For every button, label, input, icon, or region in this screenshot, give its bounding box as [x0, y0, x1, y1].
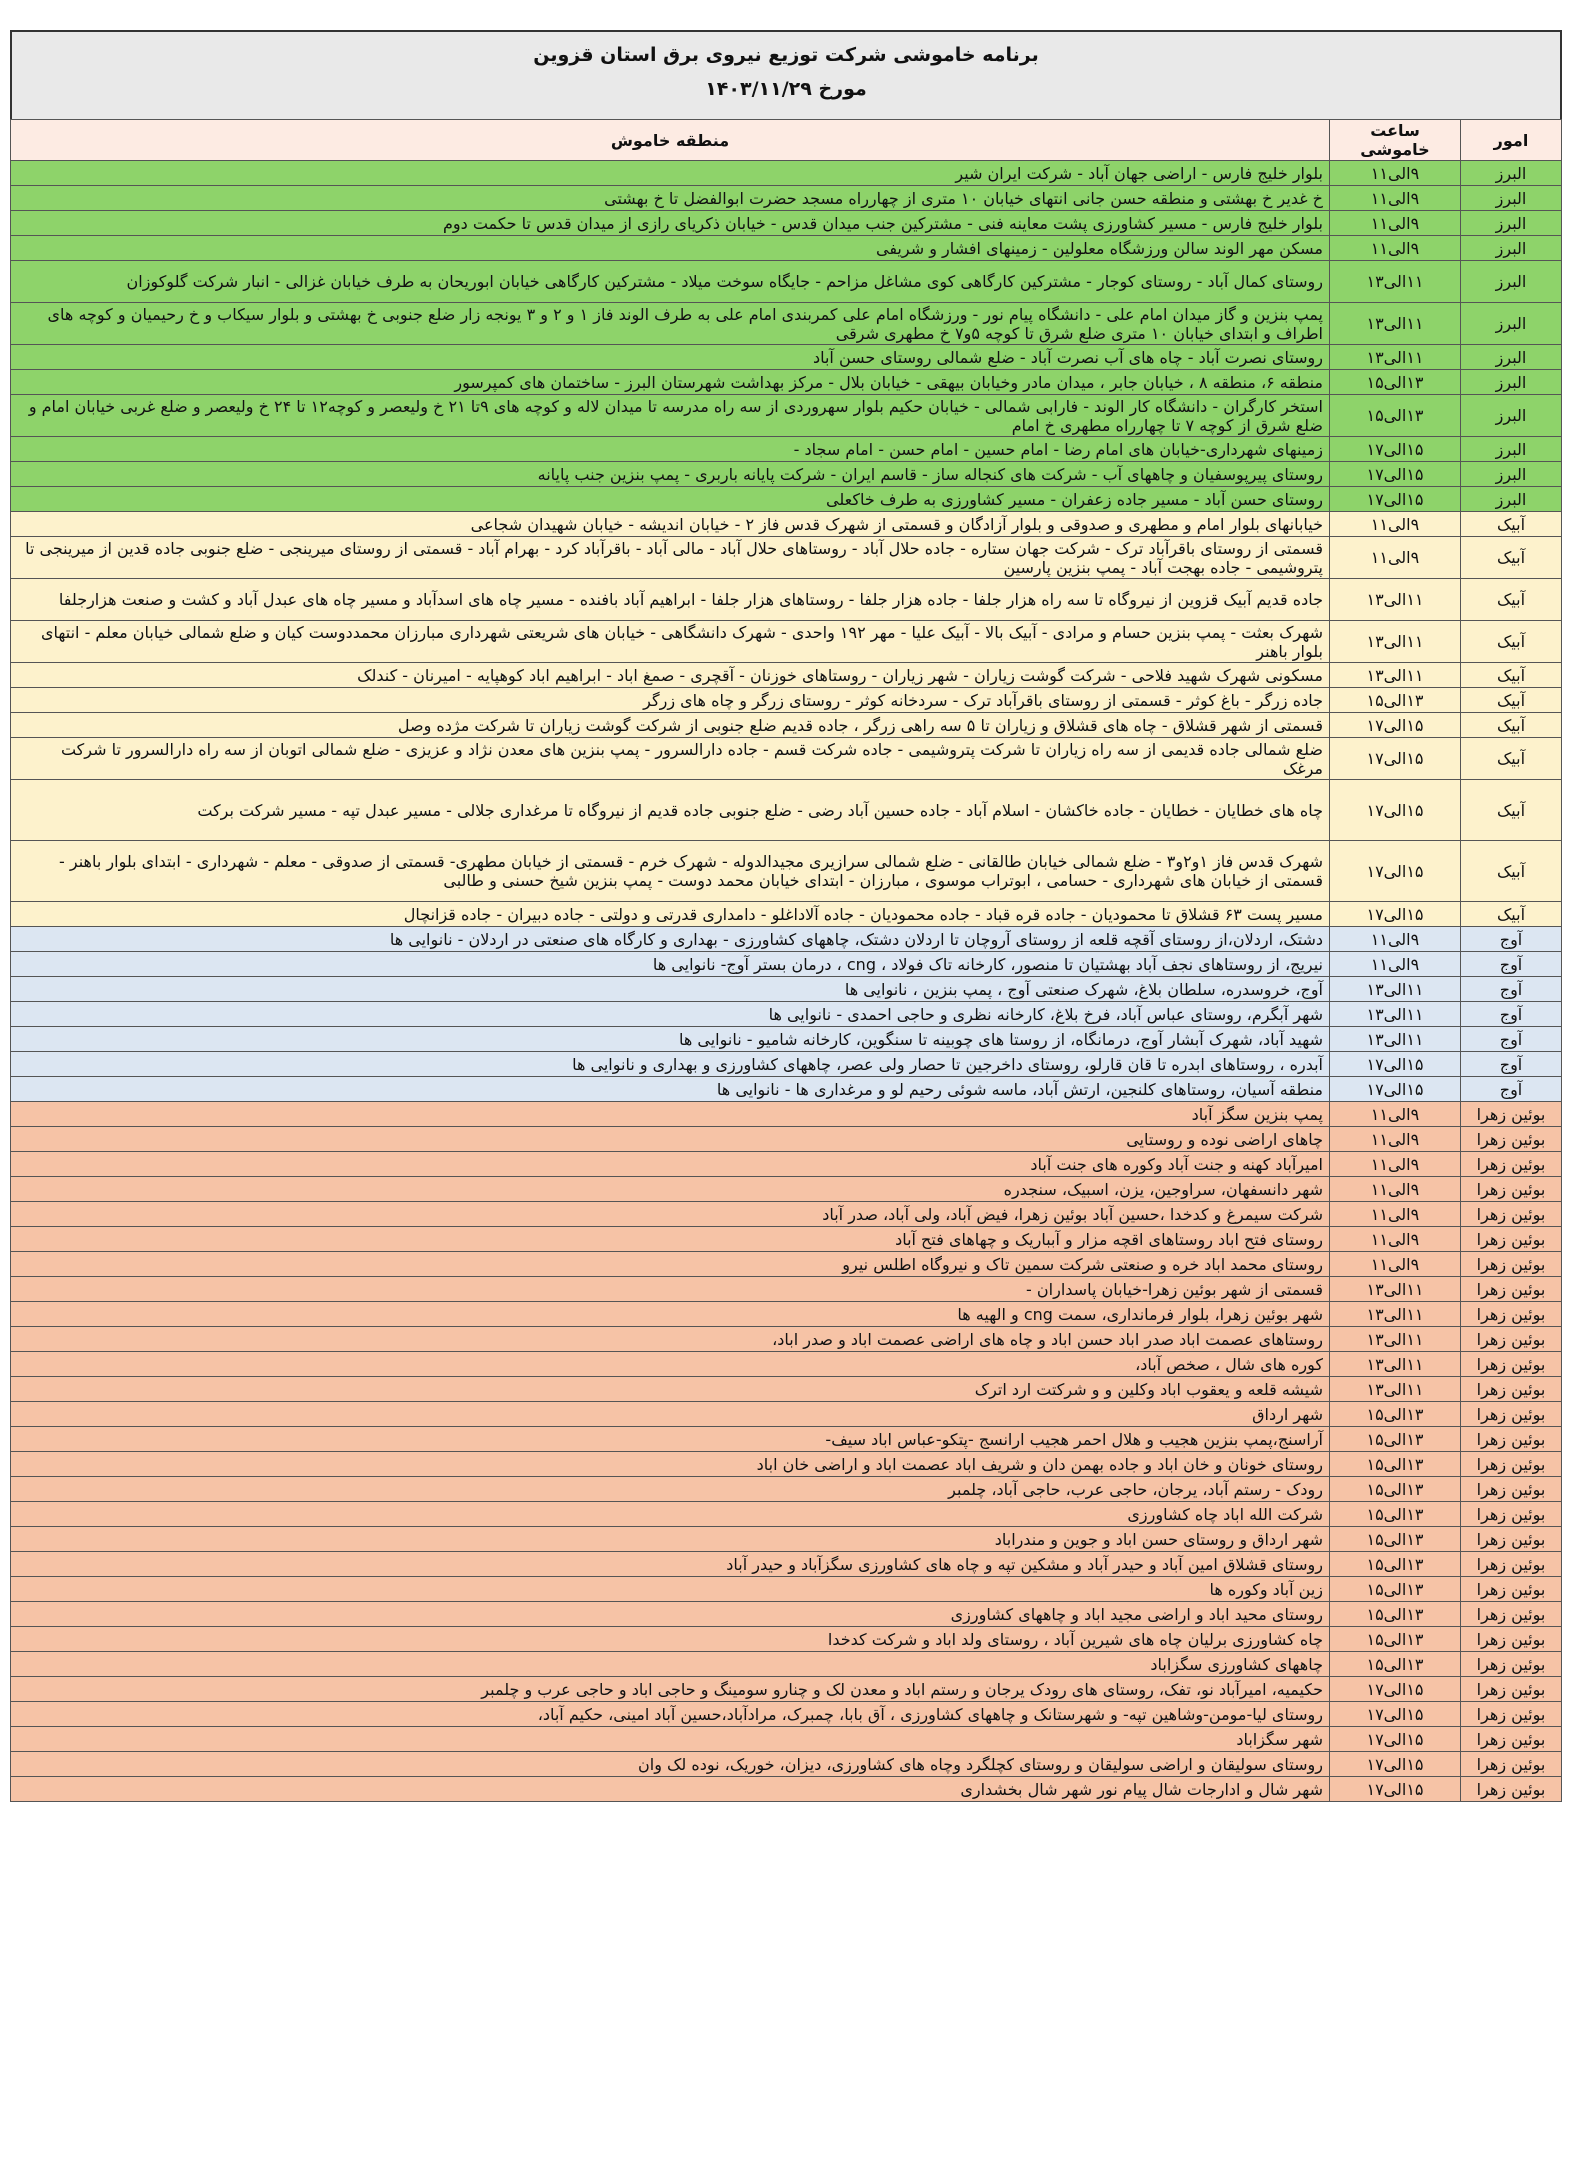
cell-time: ۱۱الی۱۳	[1330, 303, 1461, 345]
table-row	[11, 1302, 1562, 1327]
cell-omur: بوئین زهرا	[1461, 1352, 1562, 1377]
cell-time: ۱۵الی۱۷	[1330, 437, 1461, 462]
cell-omur: آبیک	[1461, 841, 1562, 902]
cell-omur: بوئین زهرا	[1461, 1202, 1562, 1227]
table-row	[11, 437, 1562, 462]
cell-omur: البرز	[1461, 345, 1562, 370]
cell-omur: بوئین زهرا	[1461, 1577, 1562, 1602]
cell-time: ۱۵الی۱۷	[1330, 487, 1461, 512]
cell-omur: بوئین زهرا	[1461, 1427, 1562, 1452]
cell-area: شهر شال و ادارجات شال پیام نور شهر شال بخشداری	[11, 1777, 1330, 1802]
cell-area: امیرآباد کهنه و جنت آباد وکوره های جنت آباد	[11, 1152, 1330, 1177]
cell-time: ۹الی۱۱	[1330, 1102, 1461, 1127]
cell-area: منطقه آسیان، روستاهای کلنجین، ارتش آباد، ماسه شوئی رحیم لو و مرغداری ها - نانوایی ها	[11, 1077, 1330, 1102]
cell-omur: آبیک	[1461, 738, 1562, 780]
cell-area: خیابانهای بلوار امام و مطهری و صدوقی و بلوار آزادگان و قسمتی از شهرک قدس فاز ۲ - خیابان اندیشه - خیابان شهیدان شجاعی	[11, 512, 1330, 537]
table-row	[11, 663, 1562, 688]
table-row	[11, 1702, 1562, 1727]
cell-time: ۱۵الی۱۷	[1330, 738, 1461, 780]
cell-time: ۹الی۱۱	[1330, 161, 1461, 186]
table-row	[11, 261, 1562, 303]
cell-area: روستای نصرت آباد - چاه های آب نصرت آباد - ضلع شمالی روستای حسن آباد	[11, 345, 1330, 370]
cell-area: چاه کشاورزی برلیان چاه های شیرین آباد ، روستای ولد اباد و شرکت کدخدا	[11, 1627, 1330, 1652]
cell-omur: بوئین زهرا	[1461, 1677, 1562, 1702]
cell-time: ۱۱الی۱۳	[1330, 579, 1461, 621]
cell-time: ۱۳الی۱۵	[1330, 1577, 1461, 1602]
document-date: مورخ ۱۴۰۳/۱۱/۲۹	[705, 78, 867, 100]
cell-time: ۹الی۱۱	[1330, 1152, 1461, 1177]
column-header-omur: امور	[1461, 120, 1562, 161]
cell-area: زمینهای شهرداری-خیابان های امام رضا - امام حسین - امام حسن - امام سجاد -	[11, 437, 1330, 462]
cell-area: قسمتی از شهر بوئین زهرا-خیابان پاسداران -	[11, 1277, 1330, 1302]
table-row	[11, 1127, 1562, 1152]
cell-time: ۱۵الی۱۷	[1330, 841, 1461, 902]
cell-omur: بوئین زهرا	[1461, 1702, 1562, 1727]
cell-area: شهر ارداق و روستای حسن اباد و جوین و مندراباد	[11, 1527, 1330, 1552]
table-row	[11, 1102, 1562, 1127]
cell-omur: بوئین زهرا	[1461, 1552, 1562, 1577]
cell-area: روستاهای عصمت اباد صدر اباد حسن اباد و چاه های اراضی عصمت اباد و صدر اباد،	[11, 1327, 1330, 1352]
table-row	[11, 1677, 1562, 1702]
cell-time: ۱۱الی۱۳	[1330, 977, 1461, 1002]
cell-omur: بوئین زهرا	[1461, 1152, 1562, 1177]
cell-time: ۱۱الی۱۳	[1330, 345, 1461, 370]
table-row	[11, 395, 1562, 437]
table-row	[11, 1577, 1562, 1602]
cell-time: ۱۱الی۱۳	[1330, 621, 1461, 663]
cell-area: مسکونی شهرک شهید فلاحی - شرکت گوشت زیاران - شهر زیاران - روستاهای خوزنان - آقچری - صمغ اباد - ابراهیم اباد کوهپایه - امیرنان - کندلک	[11, 663, 1330, 688]
cell-area: روستای پیرپوسفیان و چاههای آب - شرکت های کنجاله ساز - قاسم ایران - شرکت پایانه باربری - پمپ بنزین جنب پایانه	[11, 462, 1330, 487]
cell-area: بلوار خلیج فارس - اراضی جهان آباد - شرکت ایران شیر	[11, 161, 1330, 186]
table-row	[11, 1452, 1562, 1477]
table-row	[11, 621, 1562, 663]
cell-omur: بوئین زهرا	[1461, 1327, 1562, 1352]
cell-time: ۱۳الی۱۵	[1330, 1652, 1461, 1677]
cell-omur: بوئین زهرا	[1461, 1102, 1562, 1127]
cell-time: ۱۳الی۱۵	[1330, 1552, 1461, 1577]
document-header	[10, 30, 1562, 119]
cell-time: ۱۳الی۱۵	[1330, 370, 1461, 395]
cell-time: ۹الی۱۱	[1330, 512, 1461, 537]
cell-area: مسیر پست ۶۳ قشلاق تا محمودیان - جاده قره قباد - جاده محمودیان - جاده آلاداغلو - دامداری قدرتی و دولتی - جاده دبیران - جاده قزانچال	[11, 902, 1330, 927]
cell-area: کوره های شال ، صخص آباد،	[11, 1352, 1330, 1377]
cell-omur: آوج	[1461, 952, 1562, 977]
table-row	[11, 1502, 1562, 1527]
cell-time: ۱۳الی۱۵	[1330, 1427, 1461, 1452]
cell-area: شهر دانسفهان، سراوجین، یزن، اسبیک، سنجدره	[11, 1177, 1330, 1202]
cell-omur: بوئین زهرا	[1461, 1252, 1562, 1277]
cell-time: ۱۳الی۱۵	[1330, 1402, 1461, 1427]
cell-time: ۱۵الی۱۷	[1330, 1752, 1461, 1777]
outage-schedule	[10, 30, 1562, 1802]
table-row	[11, 1427, 1562, 1452]
table-row	[11, 1402, 1562, 1427]
cell-omur: آوج	[1461, 1077, 1562, 1102]
cell-time: ۹الی۱۱	[1330, 1227, 1461, 1252]
cell-area: خ غدیر خ بهشتی و منطقه حسن جانی انتهای خیابان ۱۰ متری از چهارراه مسجد حضرت ابوالفضل تا خ بهشتی	[11, 186, 1330, 211]
cell-area: جاده زرگر - باغ کوثر - قسمتی از روستای باقرآباد ترک - سردخانه کوثر - روستای زرگر و چاه های زرگر	[11, 688, 1330, 713]
table-row	[11, 161, 1562, 186]
cell-area: آبدره ، روستاهای ابدره تا قان قارلو، روستای داخرجین تا حصار ولی عصر، چاههای کشاورزی و بهداری و نانوایی ها	[11, 1052, 1330, 1077]
cell-time: ۱۵الی۱۷	[1330, 902, 1461, 927]
table-row	[11, 952, 1562, 977]
cell-omur: آبیک	[1461, 902, 1562, 927]
table-row	[11, 1327, 1562, 1352]
table-row	[11, 1227, 1562, 1252]
cell-omur: بوئین زهرا	[1461, 1402, 1562, 1427]
table-row	[11, 841, 1562, 902]
cell-omur: البرز	[1461, 211, 1562, 236]
document-title: برنامه خاموشی شرکت توزیع نیروی برق استان قزوین	[533, 44, 1039, 66]
table-row	[11, 713, 1562, 738]
cell-time: ۹الی۱۱	[1330, 1177, 1461, 1202]
table-row	[11, 512, 1562, 537]
cell-omur: بوئین زهرا	[1461, 1227, 1562, 1252]
cell-area: شهر آبگرم، روستای عباس آباد، فرخ بلاغ، کارخانه نظری و حاجی احمدی - نانوایی ها	[11, 1002, 1330, 1027]
cell-area: شیشه قلعه و یعقوب اباد وکلین و و شرکتت ارد اترک	[11, 1377, 1330, 1402]
cell-time: ۹الی۱۱	[1330, 236, 1461, 261]
cell-time: ۱۳الی۱۵	[1330, 1452, 1461, 1477]
table-row	[11, 345, 1562, 370]
table-row	[11, 1002, 1562, 1027]
table-row	[11, 1552, 1562, 1577]
table-row	[11, 303, 1562, 345]
table-row	[11, 1377, 1562, 1402]
table-row	[11, 1527, 1562, 1552]
cell-area: روستای قشلاق امین آباد و حیدر آباد و مشکین تپه و چاه های کشاورزی سگزآباد و حیدر آباد	[11, 1552, 1330, 1577]
table-row	[11, 1752, 1562, 1777]
cell-omur: آبیک	[1461, 621, 1562, 663]
cell-omur: آوج	[1461, 1002, 1562, 1027]
cell-omur: البرز	[1461, 487, 1562, 512]
column-header-area: منطقه خاموش	[11, 120, 1330, 161]
cell-area: پمپ بنزین و گاز میدان امام علی - دانشگاه پیام نور - ورزشگاه امام علی کمربندی امام علی به طرف الوند فاز ۱ و ۲ و ۳ یونجه زار ضلع جنوبی خ بهشتی و بلوار سیکاب و خ رحیمیان و کوچه های اطراف و ابتدای خیابان ۱۰ متری ضلع شرق تا کوچه ۵و۷ خ مطهری شرقی	[11, 303, 1330, 345]
table-row	[11, 186, 1562, 211]
cell-time: ۹الی۱۱	[1330, 1252, 1461, 1277]
cell-area: ضلع شمالی جاده قدیمی از سه راه زیاران تا شرکت پتروشیمی - جاده شرکت قسم - جاده دارالسرور - پمپ بنزین های معدن نژاد و عزیزی - ضلع شمالی اتوبان از سه راه دارالسرور تا شرکت مرغک	[11, 738, 1330, 780]
table-row	[11, 1052, 1562, 1077]
cell-omur: بوئین زهرا	[1461, 1302, 1562, 1327]
cell-time: ۱۱الی۱۳	[1330, 663, 1461, 688]
table-row	[11, 1152, 1562, 1177]
cell-omur: بوئین زهرا	[1461, 1177, 1562, 1202]
cell-omur: آبیک	[1461, 713, 1562, 738]
cell-omur: آبیک	[1461, 663, 1562, 688]
cell-time: ۹الی۱۱	[1330, 1202, 1461, 1227]
cell-time: ۹الی۱۱	[1330, 186, 1461, 211]
table-row	[11, 1477, 1562, 1502]
cell-area: حکیمیه، امیرآباد نو، تفک، روستای های رودک یرجان و رستم اباد و معدن لک و چنارو سومینگ و حاجی اباد و حاجی عرب و چلمبر	[11, 1677, 1330, 1702]
cell-omur: بوئین زهرا	[1461, 1277, 1562, 1302]
cell-area: آراسنج،پمپ بنزین هجیب و هلال احمر هجیب ارانسج -پتکو-عباس اباد سیف-	[11, 1427, 1330, 1452]
cell-omur: البرز	[1461, 303, 1562, 345]
cell-area: بلوار خلیج فارس - مسیر کشاورزی پشت معاینه فنی - مشترکین جنب میدان قدس - خیابان ذکریای رازی از میدان قدس تا حکمت دوم	[11, 211, 1330, 236]
cell-area: دشتک، اردلان،از روستای آقچه قلعه از روستای آروچان تا اردلان دشتک، چاههای کشاورزی - بهداری و کارگاه های صنعتی در اردلان - نانوایی ها	[11, 927, 1330, 952]
table-header-row	[11, 120, 1562, 161]
cell-time: ۱۱الی۱۳	[1330, 1302, 1461, 1327]
table-row	[11, 1252, 1562, 1277]
cell-area: شهر بوئین زهرا، بلوار فرمانداری، سمت cng و الهیه ها	[11, 1302, 1330, 1327]
cell-area: شهید آباد، شهرک آبشار آوج، درمانگاه، از روستا های چوبینه تا سنگوین، کارخانه شامیو - نانوایی ها	[11, 1027, 1330, 1052]
cell-area: روستای محید اباد و اراضی مجید اباد و چاههای کشاورزی	[11, 1602, 1330, 1627]
cell-time: ۱۵الی۱۷	[1330, 1677, 1461, 1702]
cell-omur: بوئین زهرا	[1461, 1652, 1562, 1677]
cell-time: ۱۳الی۱۵	[1330, 1477, 1461, 1502]
cell-time: ۱۳الی۱۵	[1330, 1527, 1461, 1552]
cell-area: روستای حسن آباد - مسیر جاده زعفران - مسیر کشاورزی به طرف خاکعلی	[11, 487, 1330, 512]
cell-area: شهر سگزاباد	[11, 1727, 1330, 1752]
cell-area: روستای کمال آباد - روستای کوجار - مشترکین کارگاهی کوی مشاغل مزاحم - جایگاه سوخت میلاد - مشترکین کارگاهی خیابان ابوریحان به طرف خیابان غزالی - انبار شرکت گلوکوزان	[11, 261, 1330, 303]
cell-area: چاهای اراضی نوده و روستایی	[11, 1127, 1330, 1152]
cell-area: روستای خونان و خان اباد و جاده بهمن دان و شریف اباد عصمت اباد و اراضی خان اباد	[11, 1452, 1330, 1477]
cell-time: ۹الی۱۱	[1330, 537, 1461, 579]
cell-area: چاه های خطایان - خطایان - جاده خاکشان - اسلام آباد - جاده حسین آباد رضی - ضلع جنوبی جاده قدیم از نیروگاه تا مرغداری جلالی - مسیر عبدل تپه - مسیر شرکت برکت	[11, 780, 1330, 841]
cell-omur: آوج	[1461, 1027, 1562, 1052]
table-row	[11, 902, 1562, 927]
cell-area: روستای سولیقان و اراضی سولیقان و روستای کچلگرد وچاه های کشاورزی، دیزان، خوریک، نوده لک وان	[11, 1752, 1330, 1777]
cell-time: ۱۳الی۱۵	[1330, 1602, 1461, 1627]
cell-time: ۱۵الی۱۷	[1330, 1077, 1461, 1102]
cell-omur: البرز	[1461, 161, 1562, 186]
cell-area: روستای فتح اباد روستاهای اقچه مزار و آبباریک و چهاهای فتح آباد	[11, 1227, 1330, 1252]
cell-omur: بوئین زهرا	[1461, 1127, 1562, 1152]
cell-time: ۱۵الی۱۷	[1330, 462, 1461, 487]
table-row	[11, 211, 1562, 236]
cell-area: مسکن مهر الوند سالن ورزشگاه معلولین - زمینهای افشار و شریفی	[11, 236, 1330, 261]
cell-time: ۱۱الی۱۳	[1330, 1277, 1461, 1302]
table-row	[11, 1652, 1562, 1677]
table-row	[11, 1277, 1562, 1302]
cell-omur: البرز	[1461, 236, 1562, 261]
table-row	[11, 462, 1562, 487]
table-row	[11, 977, 1562, 1002]
table-row	[11, 370, 1562, 395]
cell-time: ۱۳الی۱۵	[1330, 1502, 1461, 1527]
cell-omur: آبیک	[1461, 512, 1562, 537]
cell-omur: البرز	[1461, 437, 1562, 462]
cell-area: پمپ بنزین سگز آباد	[11, 1102, 1330, 1127]
cell-omur: بوئین زهرا	[1461, 1477, 1562, 1502]
schedule-table	[10, 119, 1562, 1802]
table-body	[11, 161, 1562, 1802]
cell-omur: بوئین زهرا	[1461, 1452, 1562, 1477]
cell-area: روستای لیا-مومن-وشاهین تپه- و شهرستانک و چاههای کشاورزی ، آق بابا، چمبرک، مرادآباد،حسین آباد امینی، حکیم آباد،	[11, 1702, 1330, 1727]
cell-time: ۱۱الی۱۳	[1330, 1377, 1461, 1402]
cell-omur: بوئین زهرا	[1461, 1602, 1562, 1627]
cell-omur: بوئین زهرا	[1461, 1727, 1562, 1752]
table-row	[11, 1352, 1562, 1377]
cell-time: ۱۵الی۱۷	[1330, 1727, 1461, 1752]
cell-area: قسمتی از روستای باقرآباد ترک - شرکت جهان ستاره - جاده حلال آباد - روستاهای حلال آباد - مالی آباد - باقرآباد کرد - بهرام آباد - قسمتی از روستای میرینجی - ضلع جنوبی جاده قدین از میرینجی تا پتروشیمی - جاده بهجت آباد - پمپ بنزین پارسین	[11, 537, 1330, 579]
cell-omur: بوئین زهرا	[1461, 1777, 1562, 1802]
cell-omur: بوئین زهرا	[1461, 1627, 1562, 1652]
table-row	[11, 738, 1562, 780]
cell-time: ۱۵الی۱۷	[1330, 1702, 1461, 1727]
cell-time: ۱۳الی۱۵	[1330, 688, 1461, 713]
cell-omur: بوئین زهرا	[1461, 1527, 1562, 1552]
cell-area: شرکت الله اباد چاه کشاورزی	[11, 1502, 1330, 1527]
cell-area: قسمتی از شهر قشلاق - چاه های قشلاق و زیاران تا ۵ سه راهی زرگر ، جاده قدیم ضلع جنوبی از شرکت گوشت زیاران تا شرکت مژده وصل	[11, 713, 1330, 738]
table-row	[11, 780, 1562, 841]
cell-area: آوج، خروسدره، سلطان بلاغ، شهرک صنعتی آوج ، پمپ بنزین ، نانوایی ها	[11, 977, 1330, 1002]
cell-time: ۱۱الی۱۳	[1330, 1027, 1461, 1052]
cell-time: ۱۵الی۱۷	[1330, 780, 1461, 841]
table-row	[11, 1777, 1562, 1802]
cell-omur: آوج	[1461, 927, 1562, 952]
cell-omur: آوج	[1461, 977, 1562, 1002]
cell-area: شهر ارداق	[11, 1402, 1330, 1427]
table-row	[11, 1027, 1562, 1052]
cell-omur: بوئین زهرا	[1461, 1752, 1562, 1777]
cell-area: شهرک بعثت - پمپ بنزین حسام و مرادی - آبیک بالا - آبیک علیا - مهر ۱۹۲ واحدی - شهرک دانشگاهی - خیابان های شریعتی شهرداری مبارزان محمددوست کیان و ضلع شمالی خیابان معلم - انتهای بلوار باهنر	[11, 621, 1330, 663]
cell-omur: البرز	[1461, 261, 1562, 303]
cell-time: ۱۵الی۱۷	[1330, 1777, 1461, 1802]
cell-omur: البرز	[1461, 462, 1562, 487]
cell-omur: البرز	[1461, 186, 1562, 211]
cell-area: منطقه ۶، منطقه ۸ ، خیابان جابر ، میدان مادر وخیابان بیهقی - خیابان بلال - مرکز بهداشت شهرستان البرز - ساختمان های کمپرسور	[11, 370, 1330, 395]
cell-omur: آبیک	[1461, 688, 1562, 713]
table-row	[11, 1177, 1562, 1202]
cell-time: ۱۱الی۱۳	[1330, 1327, 1461, 1352]
cell-time: ۱۱الی۱۳	[1330, 261, 1461, 303]
cell-time: ۱۱الی۱۳	[1330, 1002, 1461, 1027]
cell-omur: البرز	[1461, 370, 1562, 395]
cell-time: ۹الی۱۱	[1330, 211, 1461, 236]
cell-area: جاده قدیم آبیک قزوین از نیروگاه تا سه راه هزار جلفا - جاده هزار جلفا - روستاهای هزار جلفا - ابراهیم آباد بافنده - مسیر چاه های اسدآباد و مسیر چاه های عبدل آباد و کشت و صنعت هزارجلفا	[11, 579, 1330, 621]
column-header-time: ساعت خاموشی	[1330, 120, 1461, 161]
cell-omur: البرز	[1461, 395, 1562, 437]
cell-area: شرکت سیمرغ و کدخدا ،حسین آباد بوئین زهرا، فیض آباد، ولی آباد، صدر آباد	[11, 1202, 1330, 1227]
table-row	[11, 487, 1562, 512]
cell-area: زین آباد وکوره ها	[11, 1577, 1330, 1602]
table-row	[11, 927, 1562, 952]
table-row	[11, 1627, 1562, 1652]
cell-area: روستای محمد اباد خره و صنعتی شرکت سمین تاک و نیروگاه اطلس نیرو	[11, 1252, 1330, 1277]
table-row	[11, 1202, 1562, 1227]
cell-area: استخر کارگران - دانشگاه کار الوند - فارابی شمالی - خیابان حکیم بلوار سهروردی از سه راه مدرسه تا میدان لاله و کوچه های ۹تا ۲۱ خ ولیعصر و کوچه۱۲ تا ۲۴ خ ولیعصر و ضلع غربی خیابان امام و ضلع شرق از کوچه ۷ تا چهارراه مطهری خ امام	[11, 395, 1330, 437]
cell-area: شهرک قدس فاز ۱و۲و۳ - ضلع شمالی خیابان طالقانی - ضلع شمالی سرازیری مجیدالدوله - شهرک خرم - قسمتی از خیابان مطهری- قسمتی از صدوقی - معلم - شهرداری - ابتدای بلوار باهنر - قسمتی از خیابان های شهرداری - حسامی ، ابوتراب موسوی ، مبارزان - ابتدای خیابان محمد دوست - پمپ بنزین شیخ حسنی و طالبی	[11, 841, 1330, 902]
cell-time: ۹الی۱۱	[1330, 1127, 1461, 1152]
cell-time: ۱۵الی۱۷	[1330, 713, 1461, 738]
table-row	[11, 688, 1562, 713]
cell-omur: آوج	[1461, 1052, 1562, 1077]
cell-omur: آبیک	[1461, 537, 1562, 579]
cell-time: ۱۵الی۱۷	[1330, 1052, 1461, 1077]
table-row	[11, 579, 1562, 621]
cell-area: رودک - رستم آباد، یرجان، حاجی عرب، حاجی آباد، چلمبر	[11, 1477, 1330, 1502]
cell-area: چاههای کشاورزی سگزاباد	[11, 1652, 1330, 1677]
cell-time: ۹الی۱۱	[1330, 927, 1461, 952]
table-row	[11, 1727, 1562, 1752]
cell-omur: آبیک	[1461, 780, 1562, 841]
cell-omur: بوئین زهرا	[1461, 1502, 1562, 1527]
table-row	[11, 1602, 1562, 1627]
table-row	[11, 236, 1562, 261]
cell-omur: آبیک	[1461, 579, 1562, 621]
cell-area: نیریج، از روستاهای نجف آباد بهشتیان تا منصور، کارخانه تاک فولاد ، cng ، درمان بستر آوج- نانوایی ها	[11, 952, 1330, 977]
cell-time: ۹الی۱۱	[1330, 952, 1461, 977]
cell-time: ۱۱الی۱۳	[1330, 1352, 1461, 1377]
cell-time: ۱۳الی۱۵	[1330, 395, 1461, 437]
table-row	[11, 537, 1562, 579]
table-row	[11, 1077, 1562, 1102]
cell-omur: بوئین زهرا	[1461, 1377, 1562, 1402]
cell-time: ۱۳الی۱۵	[1330, 1627, 1461, 1652]
